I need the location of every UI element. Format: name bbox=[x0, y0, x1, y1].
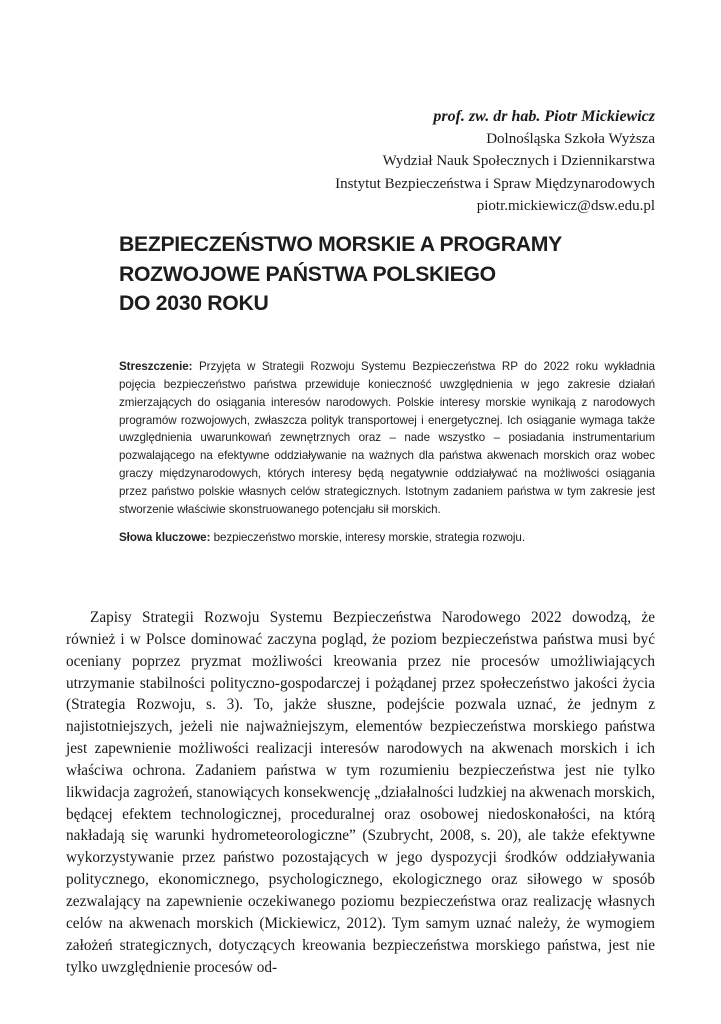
keywords-paragraph bbox=[119, 529, 655, 547]
article-title-line-3: DO 2030 ROKU bbox=[119, 292, 269, 315]
article-body bbox=[66, 607, 655, 978]
article-title-line-1: BEZPIECZEŃSTWO MORSKIE A PROGRAMY bbox=[119, 233, 562, 256]
article-title-line-2: ROZWOJOWE PAŃSTWA POLSKIEGO bbox=[119, 262, 496, 286]
author-affiliation-university: Dolnośląska Szkoła Wyższa bbox=[486, 131, 655, 147]
article-title bbox=[119, 230, 639, 319]
keywords-label: Słowa kluczowe: bbox=[119, 530, 211, 544]
author-block bbox=[335, 106, 655, 217]
abstract-paragraph bbox=[119, 358, 655, 519]
author-email: piotr.mickiewicz@dsw.edu.pl bbox=[476, 197, 655, 214]
abstract-section bbox=[119, 358, 655, 546]
keywords-text: bezpieczeństwo morskie, interesy morskie, strategia rozwoju. bbox=[213, 530, 526, 544]
body-paragraph: Zapisy Strategii Rozwoju Systemu Bezpieczeństwa Narodowego 2022 dowodzą, że również i w Polsce dominować zaczyna pogląd, że poziom bezpieczeństwa państwa musi być oceniany poprzez pryzmat możliwości kreowania przez nie procesów umożliwiających utrzymanie stabilności polityczno-gospodarczej i pożądanej przez społeczeństwo jakości życia (Strategia Rozwoju, s. 3). To, jakże słuszne, podejście pozwala uznać, że jednym z najistotniejszych, jeżeli nie najważniejszym, elementów bezpieczeństwa morskiego państwa jest zapewnienie możliwości realizacji interesów narodowych na akwenach morskich i ich właściwa ochrona. Zadaniem państwa w tym rozumieniu bezpieczeństwa jest nie tylko likwidacja zagrożeń, stanowiących konsekwencję „działalności ludzkiej na akwenach morskich, będącej efektem technologicznej, proceduralnej oraz osobowej niedoskonałości, na którą nakładają się warunki hydrometeorologiczne” (Szubrycht, 2008, s. 20), ale także efektywne wykorzystywanie przez państwo pozostających w jego dyspozycji środków oddziaływania politycznego, ekonomicznego, psychologicznego, ekologicznego oraz siłowego w sposób zezwalający na zapewnienie oczekiwanego poziomu bezpieczeństwa oraz realizację własnych celów na akwenach morskich (Mickiewicz, 2012). Tym samym uznać należy, że wymogiem założeń strategicznych, dotyczących kreowania bezpieczeństwa morskiego państwa, jest nie tylko uwzględnienie procesów od- bbox=[66, 609, 655, 976]
abstract-label: Streszczenie: bbox=[119, 360, 193, 373]
author-affiliation-institute: Instytut Bezpieczeństwa i Spraw Międzynarodowych bbox=[335, 175, 655, 192]
author-affiliation-faculty: Wydział Nauk Społecznych i Dziennikarstwa bbox=[382, 153, 655, 170]
author-name: prof. zw. dr hab. Piotr Mickiewicz bbox=[433, 108, 655, 125]
abstract-text: Przyjęta w Strategii Rozwoju Systemu Bezpieczeństwa RP do 2022 roku wykładnia pojęcia bezpieczeństwo państwa przewiduje konieczność uwzględnienia w jego zakresie działań zmierzających do osiągania interesów narodowych. Polskie interesy morskie wynikają z narodowych programów rozwojowych, zwłaszcza polityk transportowej i energetycznej. Ich osiąganie wymaga także uwzględnienia uwarunkowań zewnętrznych oraz – nade wszystko – posiadania instrumentarium pozwalającego na efektywne oddziaływanie na ważnych dla państwa akwenach morskich oraz wobec graczy międzynarodowych, których interesy będą negatywnie oddziaływać na możliwości osiągania przez państwo polskie własnych celów strategicznych. Istotnym zadaniem państwa w tym zakresie jest stworzenie właściwie skonstruowanego potencjału sił morskich. bbox=[119, 360, 655, 516]
